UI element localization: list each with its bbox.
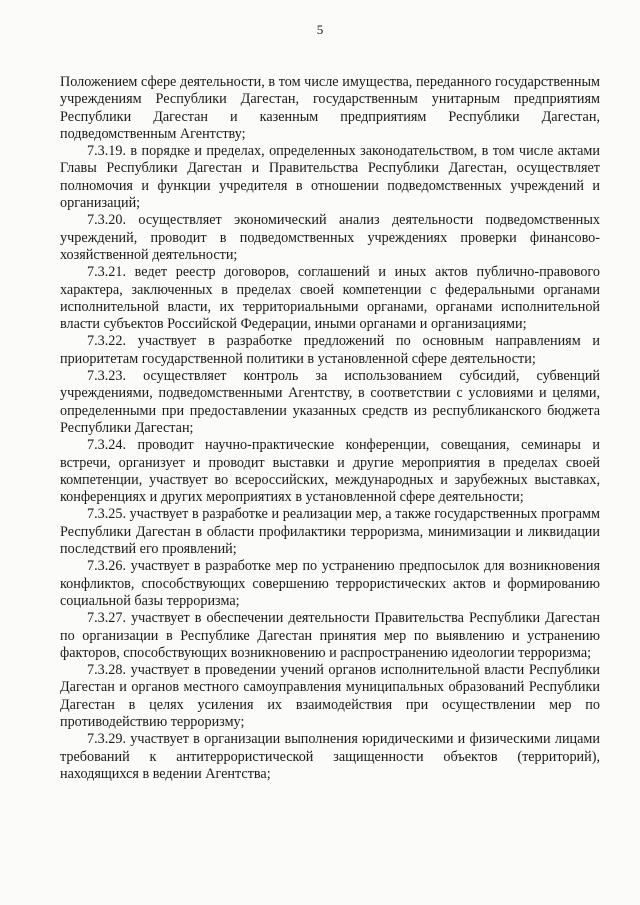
paragraph-7-3-21: 7.3.21. ведет реестр договоров, соглашений и иных актов публично-правового характера, заключенных в пределах своей компетенции с федеральными органами исполнительной власти, их территориальными органами, органами исполнительной власти субъектов Российской Федерации, иными органами и организациями; bbox=[60, 264, 600, 333]
paragraph-7-3-25: 7.3.25. участвует в разработке и реализации мер, а также государственных программ Республики Дагестан в области профилактики терроризма, минимизации и ликвидации последствий его проявлений; bbox=[60, 506, 600, 558]
paragraph-7-3-24: 7.3.24. проводит научно-практические конференции, совещания, семинары и встречи, организует и проводит выставки и другие мероприятия в пределах своей компетенции, участвует во всероссийских, международных и зарубежных выставках, конференциях и других мероприятиях в установленной сфере деятельности; bbox=[60, 437, 600, 506]
page-number: 5 bbox=[316, 22, 324, 37]
paragraph-7-3-23: 7.3.23. осуществляет контроль за использованием субсидий, субвенций учреждениями, подведомственными Агентству, в соответствии с условиями и целями, определенными при предоставлении указанных средств из республиканского бюджета Республики Дагестан; bbox=[60, 368, 600, 436]
paragraph-7-3-19: 7.3.19. в порядке и пределах, определенных законодательством, в том числе актами Главы Республики Дагестан и Правительства Республики Дагестан, осуществляет полномочия и функции учредителя в отношении подведомственных учреждений и организаций; bbox=[60, 143, 600, 212]
paragraph-7-3-27: 7.3.27. участвует в обеспечении деятельности Правительства Республики Дагестан по организации в Республике Дагестан принятия мер по выявлению и устранению факторов, способствующих возникновению и распространению идеологии терроризма; bbox=[60, 610, 600, 661]
paragraph-7-3-26: 7.3.26. участвует в разработке мер по устранению предпосылок для возникновения конфликтов, способствующих совершению террористических актов и формированию социальной базы терроризма; bbox=[60, 558, 600, 609]
paragraph-7-3-20: 7.3.20. осуществляет экономический анализ деятельности подведомственных учреждений, проводит в подведомственных учреждениях проверки финансово-хозяйственной деятельности; bbox=[60, 212, 600, 263]
paragraph-7-3-22: 7.3.22. участвует в разработке предложений по основным направлениям и приоритетам государственной политики в установленной сфере деятельности; bbox=[60, 333, 600, 367]
paragraph-continuation: Положением сфере деятельности, в том числе имущества, переданного государственным учреждениям Республики Дагестан, государственным унитарным предприятиям Республики Дагестан и казенным предприятиям Республики Дагестан, подведомственным Агентству; bbox=[60, 74, 600, 142]
paragraph-7-3-29: 7.3.29. участвует в организации выполнения юридическими и физическими лицами требований к антитеррористической защищенности объектов (территорий), находящихся в ведении Агентства; bbox=[60, 731, 600, 782]
document-body bbox=[60, 74, 600, 783]
paragraph-7-3-28: 7.3.28. участвует в проведении учений органов исполнительной власти Республики Дагестан и органов местного самоуправления муниципальных образований Республики Дагестан в целях усиления их взаимодействия при осуществлении мер по противодействию терроризму; bbox=[60, 662, 600, 730]
